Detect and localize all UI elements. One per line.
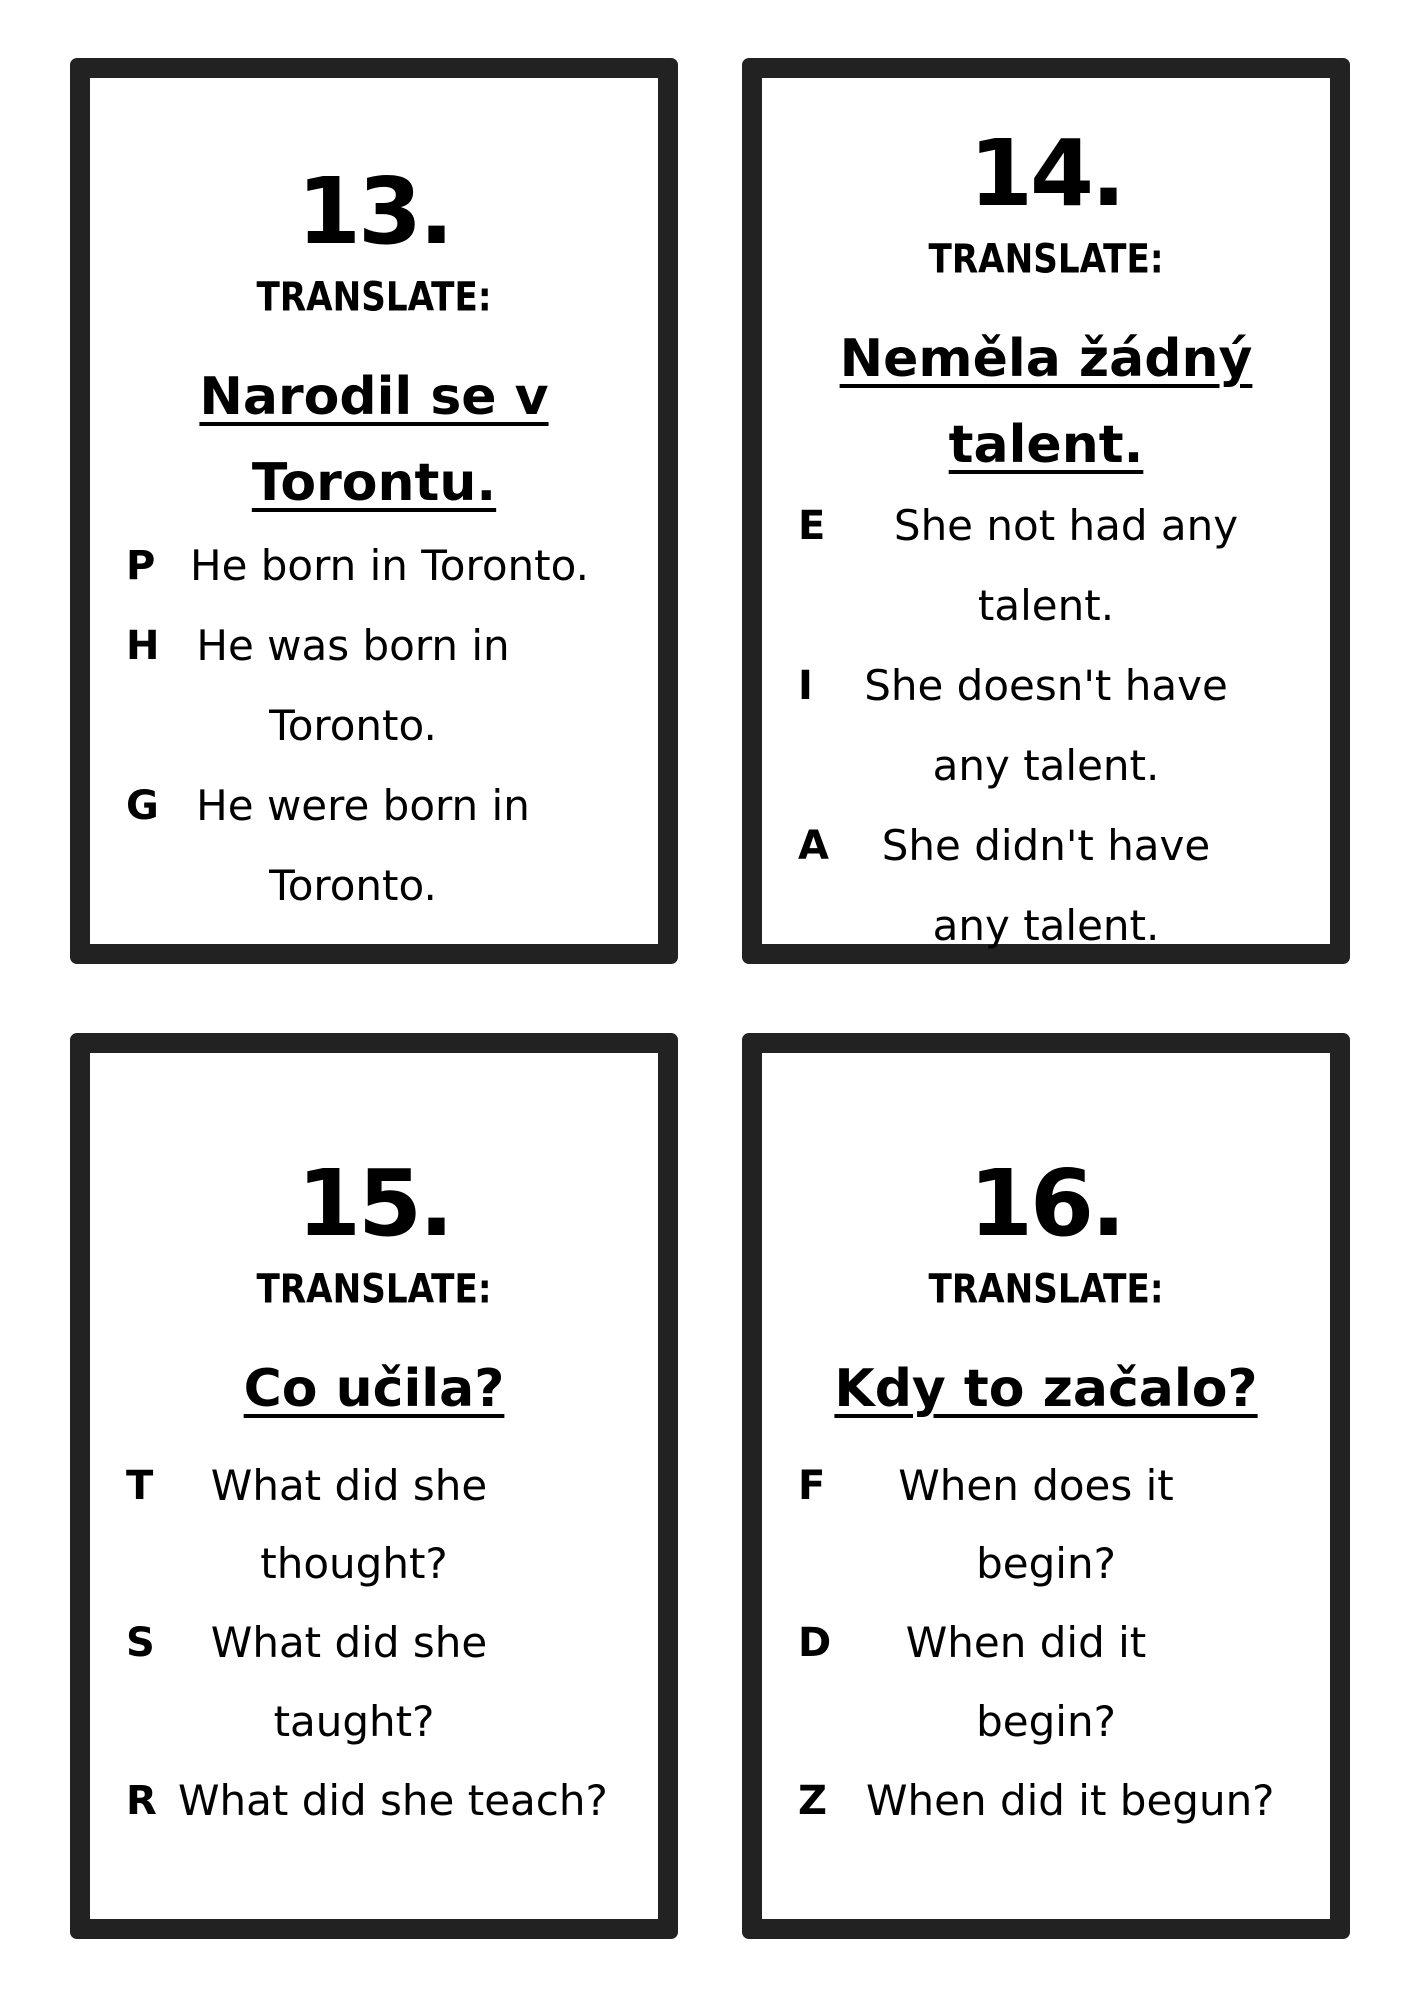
card-number: 14. <box>969 120 1123 227</box>
option-letter[interactable]: D <box>798 1620 832 1666</box>
option-text[interactable]: He was born in <box>196 621 510 670</box>
option-text[interactable]: He born in Toronto. <box>190 541 589 590</box>
phrase-line: Neměla žádný <box>839 329 1253 389</box>
translate-label: TRANSLATE: <box>928 1265 1164 1313</box>
card-16 <box>742 1033 1350 1939</box>
option-letter[interactable]: E <box>798 503 826 549</box>
card-number: 13. <box>297 158 451 265</box>
option-text[interactable]: When did it <box>905 1618 1147 1667</box>
answer-options <box>762 1053 1330 1919</box>
option-text-line-2[interactable]: taught? <box>273 1697 435 1746</box>
option-text-line-2[interactable]: thought? <box>260 1539 448 1588</box>
option-text-line-2[interactable]: any talent. <box>932 901 1160 950</box>
option-letter[interactable]: R <box>126 1778 157 1824</box>
option-text[interactable]: When did it begun? <box>866 1776 1275 1825</box>
card-15 <box>70 1033 678 1939</box>
option-letter[interactable]: I <box>798 663 813 709</box>
translate-label: TRANSLATE: <box>256 1265 492 1313</box>
card-14 <box>742 58 1350 964</box>
phrase-line: Co učila? <box>243 1359 505 1419</box>
answer-options <box>762 78 1330 950</box>
option-text-line-2[interactable]: begin? <box>976 1539 1116 1588</box>
option-text[interactable]: What did she <box>210 1618 488 1667</box>
translate-label: TRANSLATE: <box>928 235 1164 283</box>
card-13 <box>70 58 678 964</box>
option-letter[interactable]: S <box>126 1620 155 1666</box>
option-text-line-2[interactable]: Toronto. <box>269 861 437 910</box>
option-letter[interactable]: H <box>126 623 160 669</box>
option-text[interactable]: When does it <box>898 1461 1174 1510</box>
option-letter[interactable]: P <box>126 543 156 589</box>
option-letter[interactable]: A <box>798 823 829 869</box>
option-text-line-2[interactable]: Toronto. <box>269 701 437 750</box>
option-text[interactable]: She not had any <box>893 501 1239 550</box>
option-text[interactable]: He were born in <box>196 781 530 830</box>
translate-label: TRANSLATE: <box>256 273 492 321</box>
option-text[interactable]: What did she teach? <box>178 1776 608 1825</box>
option-letter[interactable]: T <box>126 1463 154 1509</box>
option-letter[interactable]: Z <box>798 1778 828 1824</box>
option-text[interactable]: She didn't have <box>881 821 1211 870</box>
answer-options <box>90 1053 658 1919</box>
card-number: 16. <box>969 1150 1123 1257</box>
option-letter[interactable]: F <box>798 1463 826 1509</box>
option-text-line-2[interactable]: talent. <box>977 581 1115 630</box>
phrase-line: Narodil se v <box>199 367 549 427</box>
option-letter[interactable]: G <box>126 783 159 829</box>
answer-options <box>90 78 658 944</box>
card-number: 15. <box>297 1150 451 1257</box>
option-text-line-2[interactable]: any talent. <box>932 741 1160 790</box>
phrase-line: talent. <box>948 415 1144 475</box>
option-text-line-2[interactable]: begin? <box>976 1697 1116 1746</box>
phrase-line: Kdy to začalo? <box>834 1359 1258 1419</box>
phrase-line: Torontu. <box>251 453 497 513</box>
option-text[interactable]: What did she <box>210 1461 488 1510</box>
option-text[interactable]: She doesn't have <box>864 661 1228 710</box>
